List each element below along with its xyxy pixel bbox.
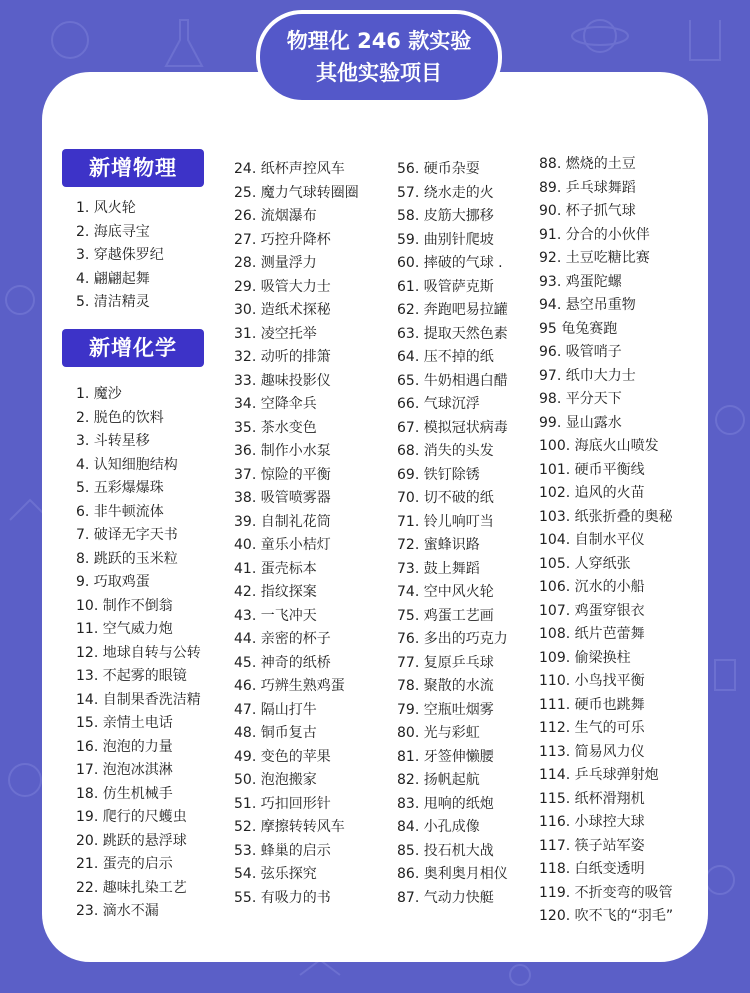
list-item: 39. 自制礼花筒 [234,513,331,530]
list-item: 114. 乒乓球弹射炮 [539,767,659,783]
list-item: 112. 生气的可乐 [539,720,645,736]
list-item: 66. 气球沉浮 [397,396,480,412]
list-item: 106. 沉水的小船 [539,579,645,595]
list-item: 79. 空瓶吐烟雾 [397,701,494,718]
list-item: 47. 隔山打牛 [234,701,317,718]
list-item: 22. 趣味扎染工艺 [76,879,187,896]
list-item: 54. 弦乐探究 [234,866,317,882]
list-item: 41. 蛋壳标本 [234,560,317,577]
list-item: 99. 显山露水 [539,414,622,431]
list-item: 2. 脱色的饮料 [76,409,164,426]
list-item: 12. 地球自转与公转 [76,644,201,661]
list-item: 53. 蜂巢的启示 [234,842,331,859]
list-item: 27. 巧控升降杯 [234,231,331,248]
list-item: 42. 指纹探案 [234,584,317,600]
chemistry-section-heading: 新增化学 [62,329,204,367]
list-item: 35. 茶水变色 [234,419,317,436]
list-item: 108. 纸片芭蕾舞 [539,626,645,642]
list-item: 81. 牙签伸懒腰 [397,748,494,765]
list-item: 57. 绕水走的火 [397,184,494,201]
list-item: 6. 非牛顿流体 [76,503,164,520]
list-item: 67. 模拟冠状病毒 [397,419,508,436]
list-item: 94. 悬空吊重物 [539,297,636,313]
list-item: 55. 有吸力的书 [234,889,331,906]
list-item: 75. 鸡蛋工艺画 [397,607,494,624]
title-badge [256,10,502,104]
list-item: 115. 纸杯滑翔机 [539,790,645,807]
list-item: 113. 简易风力仪 [539,743,645,760]
list-item: 50. 泡泡搬家 [234,772,317,788]
list-item: 26. 流烟瀑布 [234,208,317,224]
list-item: 49. 变色的苹果 [234,748,331,765]
list-item: 77. 复原乒乓球 [397,654,494,671]
list-item: 38. 吸管喷雾器 [234,490,331,506]
list-item: 82. 扬帆起航 [397,772,480,788]
atom-icon [584,20,616,52]
list-item: 64. 压不掉的纸 [397,349,494,365]
list-item: 16. 泡泡的力量 [76,738,173,755]
list-item: 1. 风火轮 [76,200,136,216]
list-item: 96. 吸管哨子 [539,344,622,360]
list-item: 18. 仿生机械手 [76,785,173,802]
list-item: 85. 投石机大战 [397,842,494,859]
list-item: 3. 穿越侏罗纪 [76,247,164,263]
flask-icon [166,20,202,66]
list-item: 40. 童乐小桔灯 [234,537,331,553]
list-item: 58. 皮筋大挪移 [397,208,494,224]
list-item: 10. 制作不倒翁 [76,597,173,614]
list-item: 95 龟兔赛跑 [539,320,618,337]
list-item: 109. 偷梁换柱 [539,649,631,666]
list-item: 61. 吸管萨克斯 [397,278,494,295]
list-item: 119. 不折变弯的吸管 [539,884,673,901]
list-item: 118. 白纸变透明 [539,861,645,877]
list-item: 89. 乒乓球舞蹈 [539,179,636,196]
list-item: 63. 提取天然色素 [397,325,508,342]
list-item: 86. 奥利奥月相仪 [397,866,508,882]
list-item: 34. 空降伞兵 [234,396,317,412]
list-item: 91. 分合的小伙伴 [539,226,650,243]
list-item: 21. 蛋壳的启示 [76,856,173,872]
list-item: 15. 亲情土电话 [76,715,173,731]
list-item: 17. 泡泡冰淇淋 [76,762,173,778]
list-item: 2. 海底寻宝 [76,223,150,240]
list-item: 1. 魔沙 [76,386,122,402]
list-item: 19. 爬行的尺蠖虫 [76,809,187,825]
list-item: 101. 硬币平衡线 [539,461,645,478]
list-item: 25. 魔力气球转圈圈 [234,184,359,201]
list-item: 46. 巧辨生熟鸡蛋 [234,678,345,694]
list-item: 4. 认知细胞结构 [76,456,178,473]
beaker-icon [690,20,720,60]
list-item: 98. 平分天下 [539,391,622,407]
list-item: 4. 翩翩起舞 [76,270,150,287]
list-item: 105. 人穿纸张 [539,555,631,572]
list-item: 107. 鸡蛋穿银衣 [539,602,645,619]
experiment-column-2 [234,158,359,910]
list-item: 33. 趣味投影仪 [234,372,331,389]
experiment-column-4 [539,153,673,929]
list-item: 110. 小鸟找平衡 [539,673,645,689]
list-item: 24. 纸杯声控风车 [234,161,345,177]
list-item: 104. 自制水平仪 [539,532,645,548]
title-line-2: 其他实验项目 [316,61,442,85]
list-item: 80. 光与彩虹 [397,725,480,741]
list-item: 36. 制作小水泵 [234,443,331,459]
list-item: 87. 气动力快艇 [397,889,494,906]
list-item: 116. 小球控大球 [539,814,645,830]
list-item: 20. 跳跃的悬浮球 [76,832,187,849]
list-item: 45. 神奇的纸桥 [234,654,331,671]
list-item: 76. 多出的巧克力 [397,631,508,647]
list-item: 111. 硬币也跳舞 [539,696,645,713]
list-item: 28. 测量浮力 [234,255,317,271]
list-item: 90. 杯子抓气球 [539,203,636,219]
list-item: 59. 曲别针爬坡 [397,231,494,248]
list-item: 37. 惊险的平衡 [234,466,331,483]
title-line-1: 物理化 246 款实验 [286,29,472,53]
list-item: 44. 亲密的杯子 [234,631,331,647]
list-item: 84. 小孔成像 [397,819,480,835]
list-item: 83. 甩响的纸炮 [397,795,494,812]
experiment-column-3 [397,158,508,910]
list-item: 29. 吸管大力士 [234,278,331,295]
list-item: 8. 跳跃的玉米粒 [76,550,178,567]
list-item: 74. 空中风火轮 [397,584,494,600]
list-item: 102. 追风的火苗 [539,485,645,501]
list-item: 78. 聚散的水流 [397,678,494,694]
list-item: 100. 海底火山喷发 [539,438,659,454]
list-item: 23. 滴水不漏 [76,903,159,919]
list-item: 56. 硬币杂耍 [397,161,480,177]
list-item: 93. 鸡蛋陀螺 [539,273,622,290]
list-item: 69. 铁钉除锈 [397,466,480,483]
list-item: 117. 筷子站军姿 [539,837,645,854]
physics-list [76,197,164,315]
list-item: 32. 动听的排箫 [234,349,331,365]
bulb-icon [52,22,88,58]
list-item: 65. 牛奶相遇白醋 [397,372,508,389]
list-item: 5. 清洁精灵 [76,294,150,310]
list-item: 97. 纸巾大力士 [539,367,636,384]
list-item: 30. 造纸术探秘 [234,302,331,318]
list-item: 71. 铃儿响叮当 [397,513,494,530]
list-item: 68. 消失的头发 [397,443,494,459]
list-item: 14. 自制果香洗洁精 [76,691,201,708]
list-item: 60. 摔破的气球 . [397,255,503,271]
list-item: 52. 摩擦转转风车 [234,819,345,835]
list-item: 31. 凌空托举 [234,325,317,342]
physics-section-heading: 新增物理 [62,149,204,187]
list-item: 51. 巧扣回形针 [234,795,331,812]
list-item: 43. 一飞冲天 [234,607,317,624]
list-item: 9. 巧取鸡蛋 [76,574,150,590]
list-item: 5. 五彩爆爆珠 [76,480,164,496]
list-item: 88. 燃烧的土豆 [539,156,636,172]
list-item: 72. 蜜蜂识路 [397,537,480,553]
list-item: 62. 奔跑吧易拉罐 [397,302,508,318]
list-item: 7. 破译无字天书 [76,527,178,543]
list-item: 70. 切不破的纸 [397,490,494,506]
list-item: 13. 不起雾的眼镜 [76,668,187,684]
list-item: 92. 土豆吃糖比赛 [539,250,650,266]
list-item: 120. 吹不飞的“羽毛” [539,908,674,924]
list-item: 11. 空气威力炮 [76,621,173,637]
list-item: 3. 斗转星移 [76,433,150,449]
list-item: 73. 鼓上舞蹈 [397,560,480,577]
list-item: 103. 纸张折叠的奥秘 [539,508,673,525]
chemistry-list [76,383,201,924]
list-item: 48. 铜币复古 [234,725,317,741]
